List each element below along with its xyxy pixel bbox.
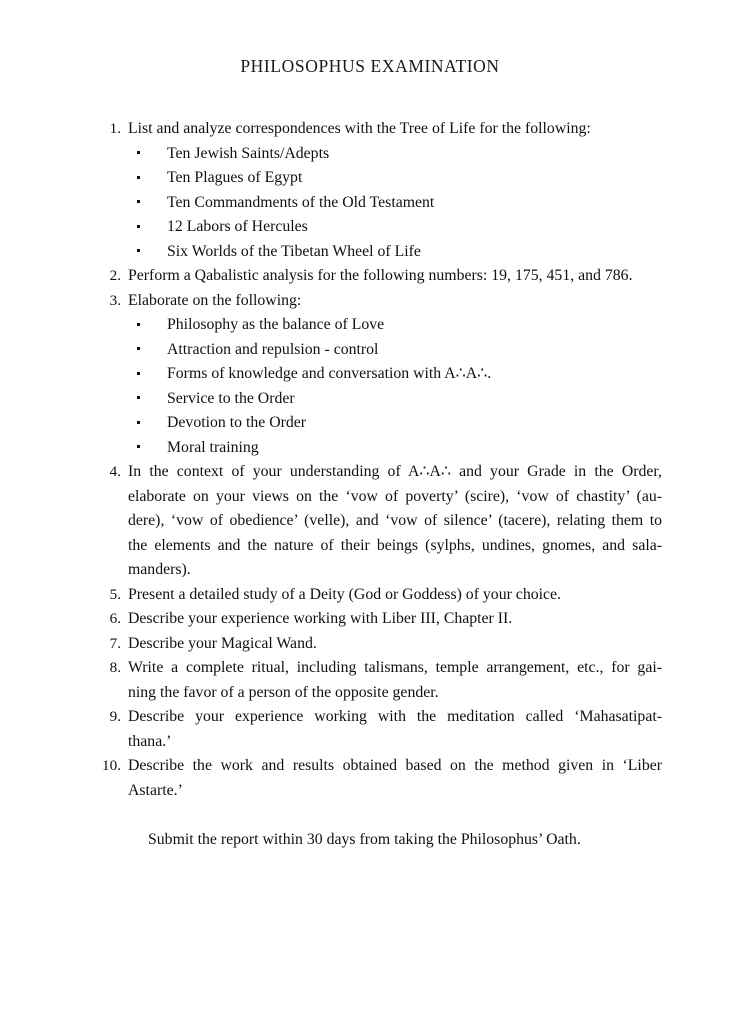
bullet-icon — [137, 151, 140, 154]
list-item-line: thana.’ — [128, 732, 172, 750]
list-item — [96, 632, 662, 657]
list-item-line: Describe your experience working with the meditation called ‘Mahasatipat- — [128, 708, 662, 725]
list-item-text — [128, 632, 662, 657]
list-item-line: Describe the work and results obtained based on the method given in ‘Liber — [128, 757, 662, 774]
list-item-text — [128, 264, 662, 289]
examination-question-list — [96, 117, 662, 803]
list-item-line: List and analyze correspondences with the Tree of Life for the following: — [128, 120, 591, 137]
sub-list-item — [96, 436, 662, 461]
list-item-text — [128, 289, 662, 314]
list-item — [96, 656, 662, 705]
list-item-number: 9. — [109, 708, 121, 725]
bullet-icon — [137, 225, 140, 228]
list-item-text — [128, 754, 662, 803]
list-item-number: 5. — [109, 585, 121, 603]
sub-list-item-label: Forms of knowledge and conversation with A∴A∴. — [167, 365, 492, 382]
sub-list-item-label: 12 Labors of Hercules — [167, 218, 308, 235]
list-item-line: Astarte.’ — [128, 781, 183, 799]
sub-list-item — [96, 362, 662, 387]
bullet-icon — [137, 396, 140, 399]
sub-list-item — [96, 411, 662, 436]
list-item-number: 6. — [109, 610, 121, 627]
list-item-number: 8. — [109, 659, 121, 676]
list-item-line: ning the favor of a person of the opposite gender. — [128, 683, 439, 701]
list-item-number: 2. — [109, 267, 121, 284]
list-item — [96, 754, 662, 803]
sub-list-item — [96, 313, 662, 338]
bullet-icon — [137, 372, 140, 375]
bullet-icon — [137, 200, 140, 203]
bullet-icon — [137, 421, 140, 424]
list-item-line: Describe your Magical Wand. — [128, 634, 317, 652]
sub-list-item-label: Attraction and repulsion - control — [167, 340, 379, 358]
list-item-text — [128, 656, 662, 705]
closing-note: Submit the report within 30 days from taking the Philosophus’ Oath. — [148, 831, 581, 848]
list-item — [96, 264, 662, 289]
sub-list-item — [96, 240, 662, 265]
bullet-icon — [137, 445, 140, 448]
list-item-line: In the context of your understanding of A∴A∴ and your Grade in the Order, — [128, 463, 662, 480]
list-item-text — [128, 705, 662, 754]
bullet-icon — [137, 249, 140, 252]
bullet-icon — [137, 323, 140, 326]
list-item-line: Perform a Qabalistic analysis for the following numbers: 19, 175, 451, and 786. — [128, 267, 633, 284]
sub-list-item — [96, 166, 662, 191]
sub-list-item-label: Ten Jewish Saints/Adepts — [167, 144, 330, 162]
list-item — [96, 460, 662, 583]
sub-list-item-label: Service to the Order — [167, 389, 295, 407]
list-item-text — [128, 117, 662, 142]
sub-list-item-label: Moral training — [167, 438, 259, 456]
sub-list-item-label: Devotion to the Order — [167, 414, 307, 431]
list-item-number: 4. — [109, 463, 121, 480]
sub-list-item — [96, 387, 662, 412]
list-item-line: Write a complete ritual, including talismans, temple arrangement, etc., for gai- — [128, 659, 662, 676]
list-item-number: 3. — [109, 291, 121, 309]
list-item — [96, 583, 662, 608]
list-item — [96, 705, 662, 754]
list-item — [96, 607, 662, 632]
list-item-number: 7. — [109, 634, 121, 652]
list-item-line: Present a detailed study of a Deity (God or Goddess) of your choice. — [128, 585, 561, 603]
page-title: PHILOSOPHUS EXAMINATION — [240, 56, 500, 76]
list-item-number: 1. — [109, 120, 121, 137]
sub-list-item — [96, 142, 662, 167]
list-item — [96, 117, 662, 142]
sub-list-item-label: Six Worlds of the Tibetan Wheel of Life — [167, 242, 421, 260]
list-item-text — [128, 460, 662, 583]
list-item-line: Elaborate on the following: — [128, 291, 302, 309]
sub-list-item — [96, 338, 662, 363]
sub-list-item-label: Philosophy as the balance of Love — [167, 316, 385, 333]
list-item-text — [128, 583, 662, 608]
list-item-line: elaborate on your views on the ‘vow of poverty’ (scire), ‘vow of chastity’ (au- — [128, 487, 662, 505]
list-item-number: 10. — [102, 757, 121, 774]
list-item-line: manders). — [128, 561, 191, 578]
list-item-line: Describe your experience working with Liber III, Chapter II. — [128, 610, 513, 627]
sub-list-item-label: Ten Plagues of Egypt — [167, 169, 303, 186]
sub-list-item — [96, 191, 662, 216]
list-item — [96, 289, 662, 314]
list-item-text — [128, 607, 662, 632]
list-item-line: dere), ‘vow of obedience’ (velle), and ‘vow of silence’ (tacere), relating them to — [128, 512, 662, 529]
sub-list-item — [96, 215, 662, 240]
bullet-icon — [137, 347, 140, 350]
bullet-icon — [137, 176, 140, 179]
sub-list-item-label: Ten Commandments of the Old Testament — [167, 193, 435, 211]
list-item-line: the elements and the nature of their beings (sylphs, undines, gnomes, and sala- — [128, 536, 662, 554]
